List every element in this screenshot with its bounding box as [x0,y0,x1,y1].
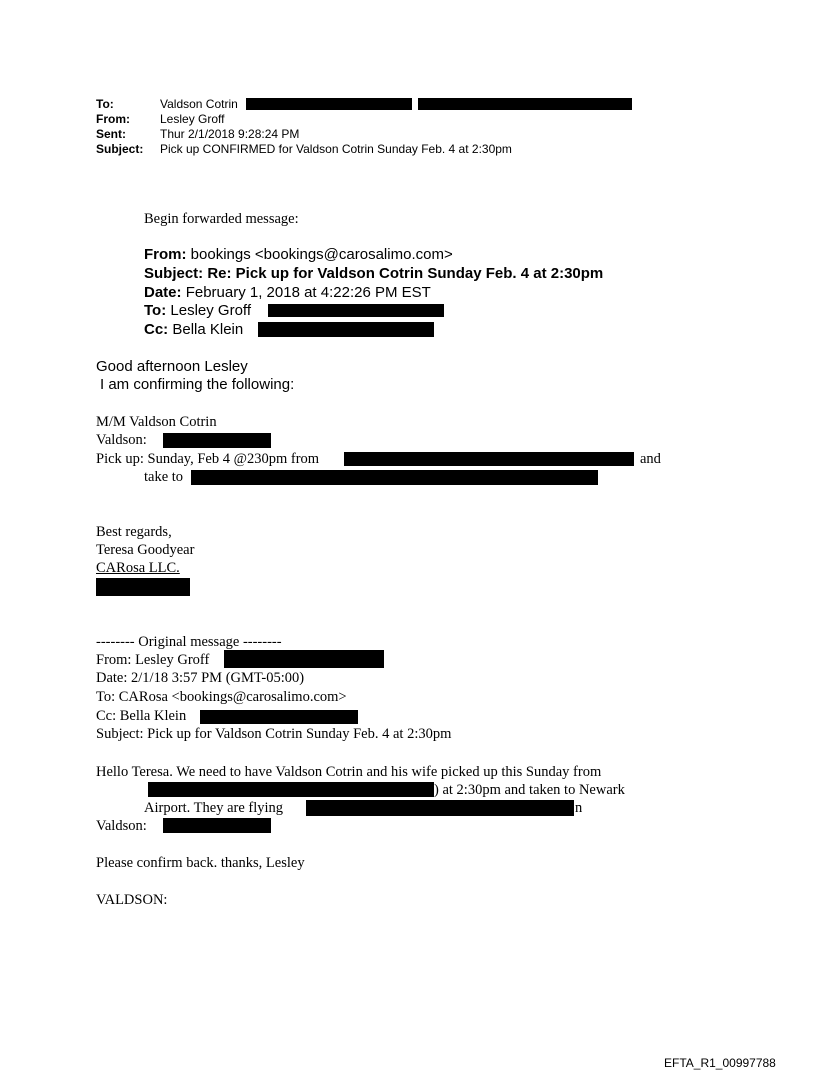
reply-sender-name: Teresa Goodyear [96,542,195,558]
forward-to-line [144,302,251,319]
redaction-reply-signature [96,578,190,596]
header-sent-label: Sent: [96,127,126,141]
original-valdson-caps: VALDSON: [96,892,168,908]
forward-date-value: February 1, 2018 at 4:22:26 PM EST [185,284,431,301]
redaction-original-body-line3 [306,800,574,816]
reply-take-to: take to [144,469,184,485]
header-from-label: From: [96,112,130,126]
redaction-reply-take-to [191,470,598,485]
forward-intro: Begin forwarded message: [144,211,299,227]
forward-cc-line [144,321,243,338]
header-subject-label: Subject: [96,142,144,156]
header-subject-value: Pick up CONFIRMED for Valdson Cotrin Sunday Feb. 4 at 2:30pm [160,142,512,156]
redaction-forward-cc [258,322,434,337]
redaction-header-to-2 [418,98,630,110]
forward-cc-value: Bella Klein [172,321,244,338]
forward-date-label: Date: [144,284,182,301]
reply-client: M/M Valdson Cotrin [96,414,217,430]
redaction-original-body-line2 [148,782,434,797]
original-body-line2: ) at 2:30pm and taken to Newark [434,782,625,798]
original-confirm: Please confirm back. thanks, Lesley [96,855,305,871]
forward-from-value: bookings <bookings@carosalimo.com> [190,246,453,263]
header-sent-value: Thur 2/1/2018 9:28:24 PM [160,127,300,141]
header-to-label: To: [96,97,114,111]
header-to-bracket [630,98,632,110]
redaction-forward-to [268,304,444,317]
original-from: From: Lesley Groff [96,652,210,668]
document-id: EFTA_R1_00997788 [664,1056,776,1070]
reply-pickup: Pick up: Sunday, Feb 4 @230pm from [96,451,320,467]
redaction-reply-pickup [344,452,634,466]
forward-subject-value: Subject: Re: Pick up for Valdson Cotrin Sunday Feb. 4 at 2:30pm [144,265,604,282]
original-body-line3-end: n [575,800,583,816]
reply-valdson-label: Valdson: [96,432,147,448]
original-body-line3: Airport. They are flying [144,800,284,816]
redaction-original-valdson [163,818,271,833]
forward-to-value: Lesley Groff [170,302,251,319]
original-body-line1: Hello Teresa. We need to have Valdson Cotrin and his wife picked up this Sunday from [96,764,602,780]
forward-subject-line [144,265,603,282]
header-to-value: Valdson Cotrin [160,97,238,111]
forward-to-label: To: [144,302,167,319]
original-subject: Subject: Pick up for Valdson Cotrin Sunday Feb. 4 at 2:30pm [96,726,452,742]
original-date: Date: 2/1/18 3:57 PM (GMT-05:00) [96,670,305,686]
original-divider: -------- Original message -------- [96,634,282,650]
reply-pickup-end: and [640,451,661,467]
forward-from-line [144,246,453,263]
redaction-original-from [224,650,384,668]
reply-confirming: I am confirming the following: [100,376,295,393]
original-valdson-label: Valdson: [96,818,147,834]
reply-greeting: Good afternoon Lesley [96,358,248,375]
original-cc: Cc: Bella Klein [96,708,187,724]
forward-date-line [144,284,431,301]
header-from-value: Lesley Groff [160,112,225,126]
redaction-header-to [246,98,412,110]
redaction-reply-valdson [163,433,271,448]
reply-company: CARosa LLC. [96,560,180,576]
forward-cc-label: Cc: [144,321,169,338]
redaction-original-cc [200,710,358,724]
forward-from-label: From: [144,246,187,263]
reply-regards: Best regards, [96,524,172,540]
original-to: To: CARosa <bookings@carosalimo.com> [96,689,347,705]
